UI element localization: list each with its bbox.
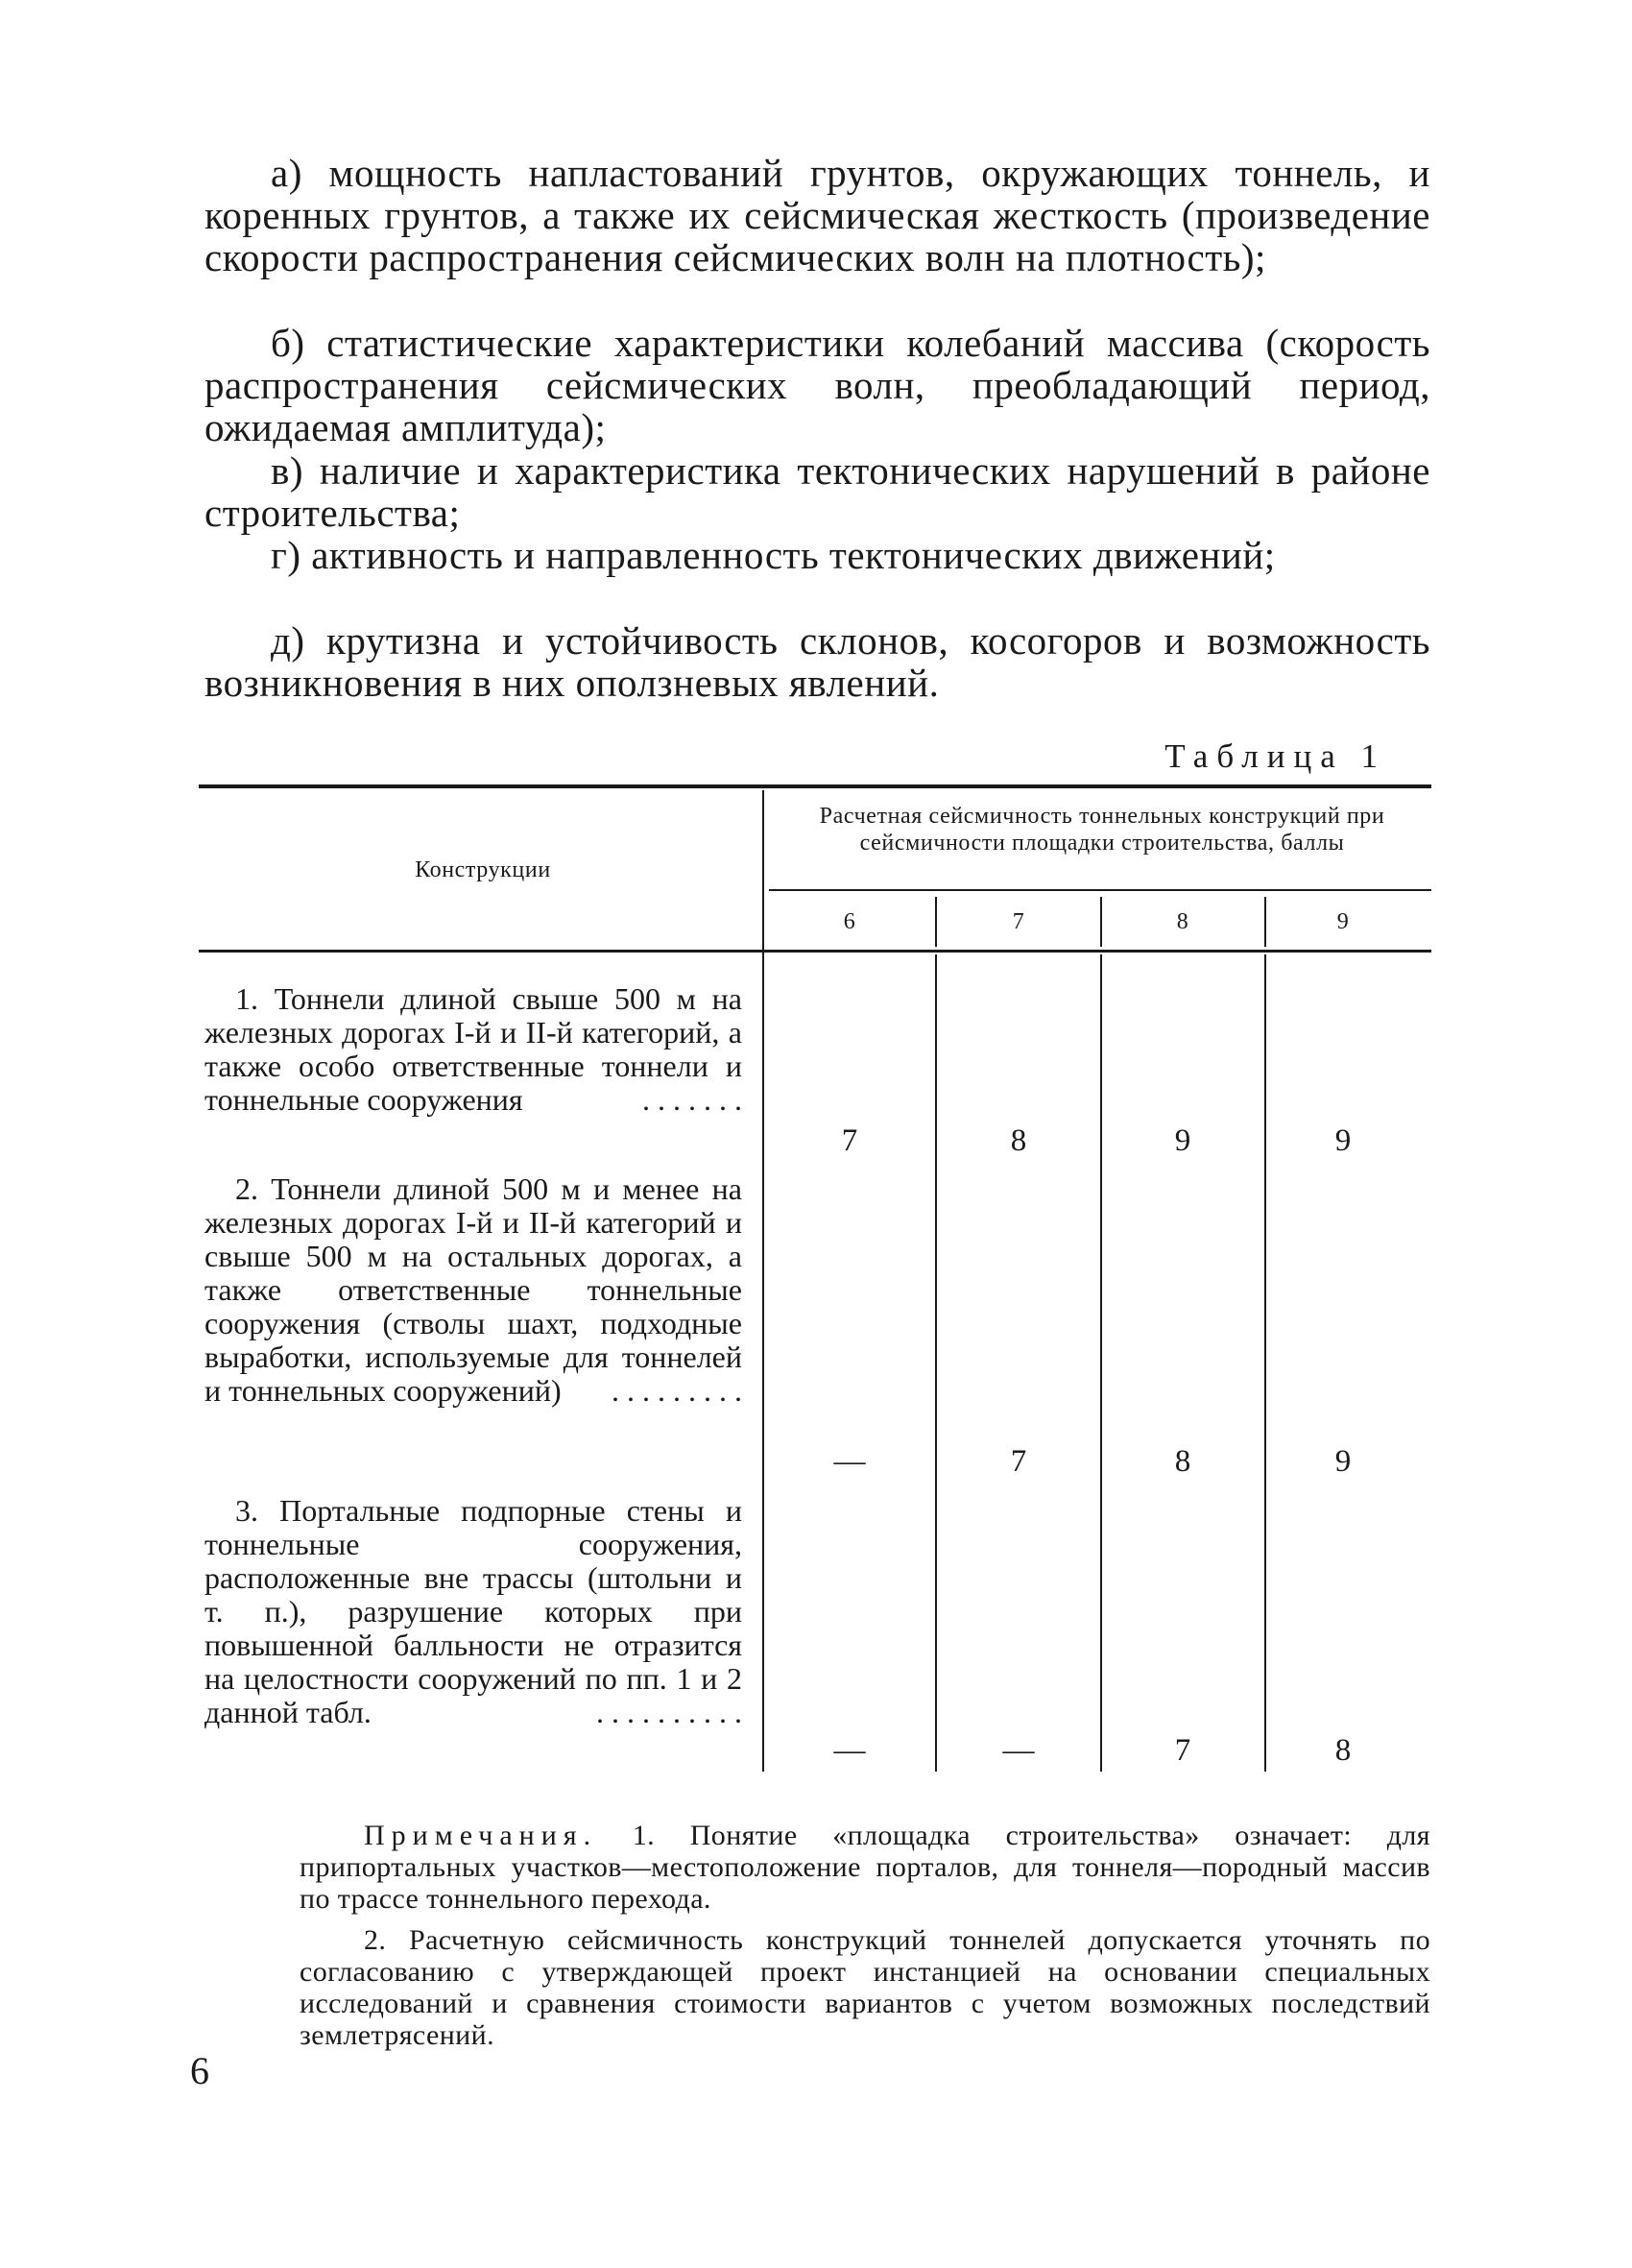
note-1: Примечания. 1. Понятие «площадка строительства» означает: для припортальных участков—местоположение порталов, для тоннеля—породный массив по трассе тоннельного перехода. xyxy=(300,1820,1430,1915)
header-bottom-rule xyxy=(199,950,1431,953)
vrule-header-7 xyxy=(935,897,937,947)
header-seismicity-group: Расчетная сейсмичность тоннельных конструкций при сейсмичности площадки строительства, баллы xyxy=(819,804,1385,856)
vrule-header-8 xyxy=(1100,897,1102,947)
vrule-body-9 xyxy=(1264,954,1266,1772)
header-group-rule xyxy=(769,889,1431,891)
row-2-value-7: 7 xyxy=(1010,1444,1027,1479)
paragraph-v: в) наличие и характеристика тектонических нарушений в районе строительства; xyxy=(204,448,1430,535)
header-col-9: 9 xyxy=(1336,909,1350,934)
vrule-header-9 xyxy=(1264,897,1266,947)
row-2-value-6: — xyxy=(833,1444,866,1479)
table-row-2-text: 2. Тоннели длиной 500 м и менее на железных дорогах I-й и II-й категорий и свыше 500 м на остальных дорогах, а также ответственные тоннельные сооружения (стволы шахт, подходные выработки, используемые для тоннелей и тоннельных сооружений) . . . . . . . . . xyxy=(204,1171,742,1408)
vrule-body-left xyxy=(762,790,764,1772)
paragraph-g: г) активность и направленность тектонических движений; xyxy=(271,533,1276,577)
paragraph-d: д) крутизна и устойчивость склонов, косогоров и возможность возникновения в них оползневых явлений. xyxy=(204,618,1430,705)
table-row-3-text: 3. Портальные подпорные стены и тоннельные сооружения, расположенные вне трассы (штольни и т. п.), разрушение которых при повышенной балльности не отразится на целостности сооружений по пп. 1 и 2 данной табл. . . . . . . . . . . xyxy=(204,1493,742,1729)
paragraph-a: а) мощность напластований грунтов, окружающих тоннель, и коренных грунтов, а также их сейсмическая жесткость (произведение скорости распространения сейсмических волн на плотность); xyxy=(204,151,1430,279)
row-3-value-6: — xyxy=(833,1733,866,1768)
row-2-value-8: 8 xyxy=(1174,1444,1191,1479)
vrule-body-8 xyxy=(1100,954,1102,1772)
row-1-value-7: 8 xyxy=(1010,1123,1027,1158)
row-3-value-7: — xyxy=(1002,1733,1035,1768)
header-constructions: Конструкции xyxy=(415,857,551,882)
row-1-value-6: 7 xyxy=(841,1123,858,1158)
row-3-value-9: 8 xyxy=(1334,1733,1352,1768)
page-number: 6 xyxy=(190,2049,209,2092)
header-col-6: 6 xyxy=(843,909,856,934)
notes-label: Примечания. xyxy=(364,1820,598,1851)
table-top-rule xyxy=(199,784,1431,788)
header-col-7: 7 xyxy=(1012,909,1025,934)
paragraph-b: б) статистические характеристики колебаний массива (скорость распространения сейсмических волн, преобладающий период, ожидаемая амплитуда); xyxy=(204,321,1430,449)
row-1-value-9: 9 xyxy=(1334,1123,1352,1158)
row-3-value-8: 7 xyxy=(1174,1733,1191,1768)
table-caption: Таблица 1 xyxy=(1164,737,1386,775)
header-col-8: 8 xyxy=(1176,909,1189,934)
row-1-value-8: 9 xyxy=(1174,1123,1191,1158)
note-2: 2. Расчетную сейсмичность конструкций тоннелей допускается уточнять по согласованию с утверждающей проект инстанцией на основании специальных исследований и сравнения стоимости вариантов с учетом возможных последствий землетрясений. xyxy=(300,1924,1430,2051)
table-row-1-text: 1. Тоннели длиной свыше 500 м на железных дорогах I-й и II-й категорий, а также особо ответственные тоннели и тоннельные сооружения . . . . . . . xyxy=(204,981,742,1117)
row-2-value-9: 9 xyxy=(1334,1444,1352,1479)
vrule-body-7 xyxy=(935,954,937,1772)
